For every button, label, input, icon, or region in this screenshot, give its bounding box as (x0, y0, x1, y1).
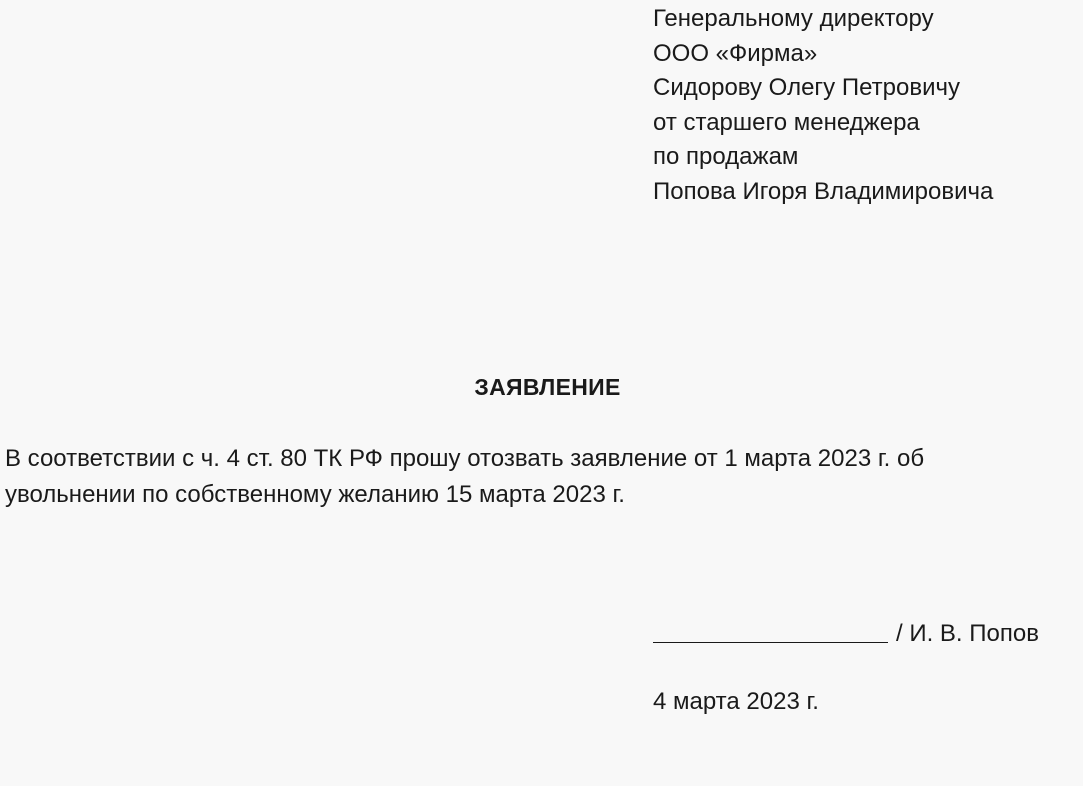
signature-block (653, 616, 1039, 651)
addressee-line: по продажам (653, 143, 799, 170)
addressee-line: от старшего менеджера (653, 108, 920, 136)
addressee-block (653, 2, 993, 209)
addressee-line: Генеральному директору (653, 5, 934, 32)
signature-name: / И. В. Попов (896, 620, 1039, 647)
body-line: В соответствии с ч. 4 ст. 80 ТК РФ прошу отозвать заявление от 1 марта 2023 г. об (5, 445, 925, 472)
body-line: увольнении по собственному желанию 15 марта 2023 г. (5, 481, 625, 508)
addressee-line: Сидорову Олегу Петровичу (653, 74, 960, 101)
addressee-line: ООО «Фирма» (653, 39, 818, 67)
addressee-line: Попова Игоря Владимировича (653, 177, 994, 205)
signature-line (653, 618, 888, 643)
document-body (5, 441, 1075, 513)
document-date: 4 марта 2023 г. (653, 688, 819, 715)
document-title: ЗАЯВЛЕНИЕ (474, 374, 621, 400)
